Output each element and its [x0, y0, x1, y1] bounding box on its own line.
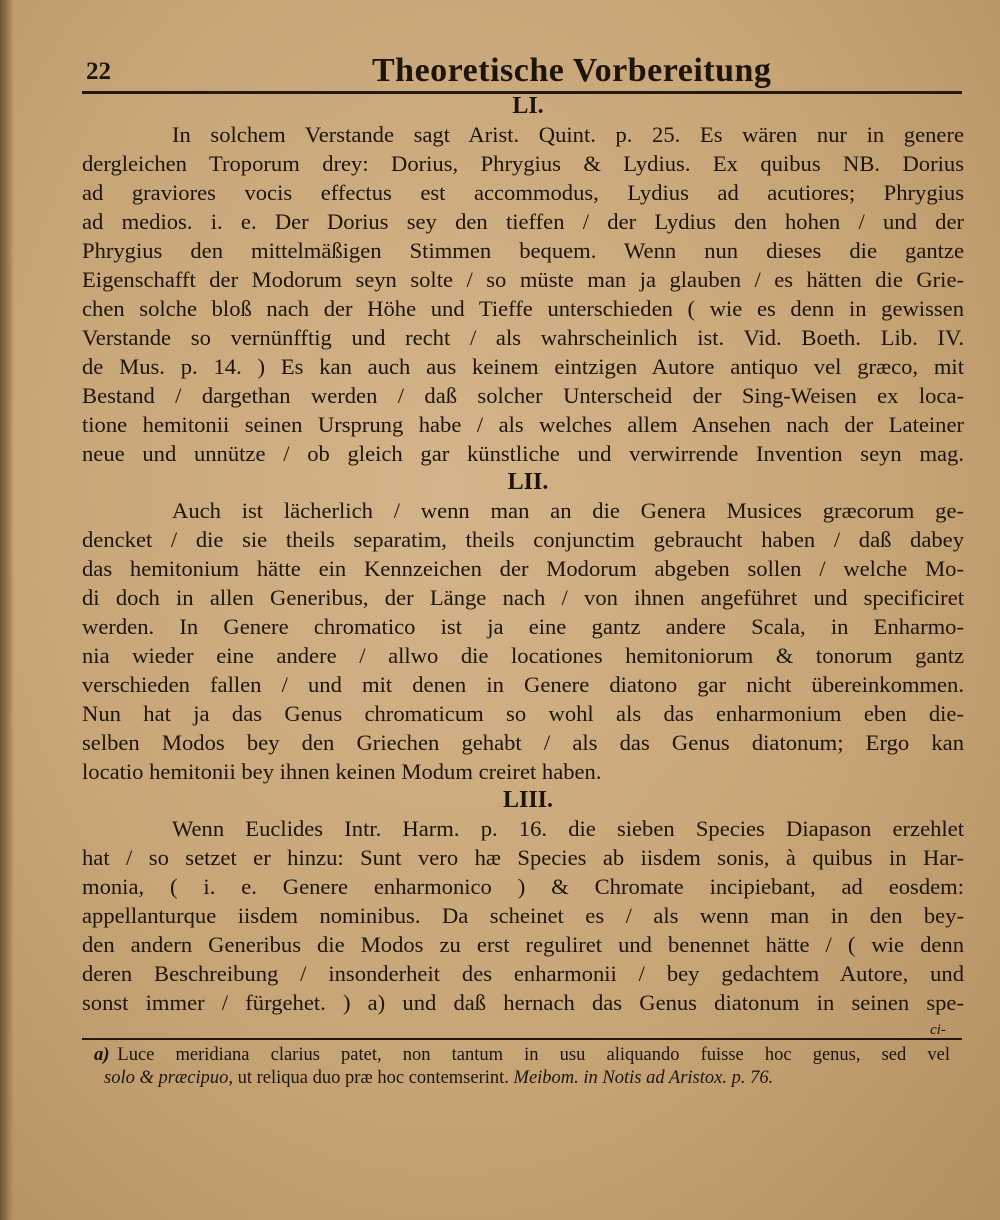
text-line: Verstande so vernünfftig und recht / als wahrscheinlich ist. Vid. Boeth. Lib. IV. [82, 325, 964, 350]
text-line: das hemitonium hätte ein Kennzeichen der Modorum abgeben sollen / welche Mo- [82, 556, 964, 581]
text-line: Nun hat ja das Genus chromaticum so wohl als das enharmonium eben die- [82, 701, 964, 726]
text-line: appellanturque iisdem nominibus. Da scheinet es / als wenn man in den bey- [82, 903, 964, 928]
text-line: de Mus. p. 14. ) Es kan auch aus keinem eintzigen Autore antiquo vel græco, mit [82, 354, 964, 379]
section-number: LIII. [502, 787, 554, 813]
footnote-marker: a) [94, 1045, 110, 1065]
text-line: neue und unnütze / ob gleich gar künstliche und verwirrende Invention seyn mag. [82, 441, 964, 466]
footnote-italic-text: solo & præcipuo, [104, 1068, 233, 1088]
text-line: nia wieder eine andere / allwo die locationes hemitoniorum & tonorum gantz [82, 643, 964, 668]
running-head: Theoretische Vorbereitung [372, 52, 772, 89]
page-header [82, 52, 962, 92]
text-line: monia, ( i. e. Genere enharmonico ) & Chromate incipiebant, ad eosdem: [82, 874, 964, 899]
text-line: werden. In Genere chromatico ist ja eine gantz andere Scala, in Enharmo- [82, 614, 964, 639]
text-line: tione hemitonii seinen Ursprung habe / als welches allem Ansehen nach der Lateiner [82, 412, 964, 437]
text-line: ad graviores vocis effectus est accommodus, Lydius ad acutiores; Phrygius [82, 180, 964, 205]
text-line: In solchem Verstande sagt Arist. Quint. p. 25. Es wären nur in genere [172, 122, 964, 147]
footnote-line [94, 1044, 950, 1067]
page-gutter-shadow [0, 0, 14, 1220]
text-line: chen solche bloß nach der Höhe und Tieffe unterschieden ( wie es denn in gewissen [82, 296, 964, 321]
text-line: Wenn Euclides Intr. Harm. p. 16. die sieben Species Diapason erzehlet [172, 816, 964, 841]
text-line: di doch in allen Generibus, der Länge nach / von ihnen angeführet und specificiret [82, 585, 964, 610]
footnote [94, 1044, 950, 1090]
text-line: dergleichen Troporum drey: Dorius, Phrygius & Lydius. Ex quibus NB. Dorius [82, 151, 964, 176]
footnote-rule [82, 1038, 962, 1040]
text-line: ad medios. i. e. Der Dorius sey den tieffen / der Lydius den hohen / und der [82, 209, 964, 234]
footnote-text: Luce meridiana clarius patet, non tantum in usu aliquando fuisse hoc genus, sed vel [117, 1045, 950, 1065]
text-line: sonst immer / fürgehet. ) a) und daß hernach das Genus diatonum in seinen spe- [82, 990, 964, 1015]
main-text [82, 92, 964, 1017]
text-line: Auch ist lächerlich / wenn man an die Genera Musices græcorum ge- [172, 498, 964, 523]
page-number: 22 [86, 58, 111, 85]
text-line: Eigenschafft der Modorum seyn solte / so müste man ja glauben / es hätten die Grie- [82, 267, 964, 292]
text-line: Bestand / dargethan werden / daß solcher Unterscheid der Sing-Weisen ex loca- [82, 383, 964, 408]
footnote-line [94, 1067, 950, 1090]
footnote-citation: Meibom. in Notis ad Aristox. p. 76. [508, 1068, 774, 1088]
text-line: verschieden fallen / und mit denen in Genere diatono gar nicht übereinkommen. [82, 672, 964, 697]
text-line: locatio hemitonii bey ihnen keinen Modum creiret haben. [82, 759, 602, 784]
text-line: selben Modos bey den Griechen gehabt / als das Genus diatonum; Ergo kan [82, 730, 964, 755]
text-line: Phrygius den mittelmäßigen Stimmen bequem. Wenn nun dieses die gantze [82, 238, 964, 263]
text-line: deren Beschreibung / insonderheit des enharmonii / bey gedachtem Autore, und [82, 961, 964, 986]
text-line: dencket / die sie theils separatim, theils conjunctim gebraucht haben / daß dabey [82, 527, 964, 552]
catchword: ci- [930, 1022, 946, 1038]
footnote-text: ut reliqua duo præ hoc contemserint. [233, 1068, 509, 1088]
text-line: den andern Generibus die Modos zu erst reguliret und benennet hätte / ( wie denn [82, 932, 964, 957]
section-number: LII. [507, 469, 549, 495]
text-line: hat / so setzet er hinzu: Sunt vero hæ Species ab iisdem sonis, à quibus in Har- [82, 845, 964, 870]
section-number: LI. [512, 93, 544, 119]
